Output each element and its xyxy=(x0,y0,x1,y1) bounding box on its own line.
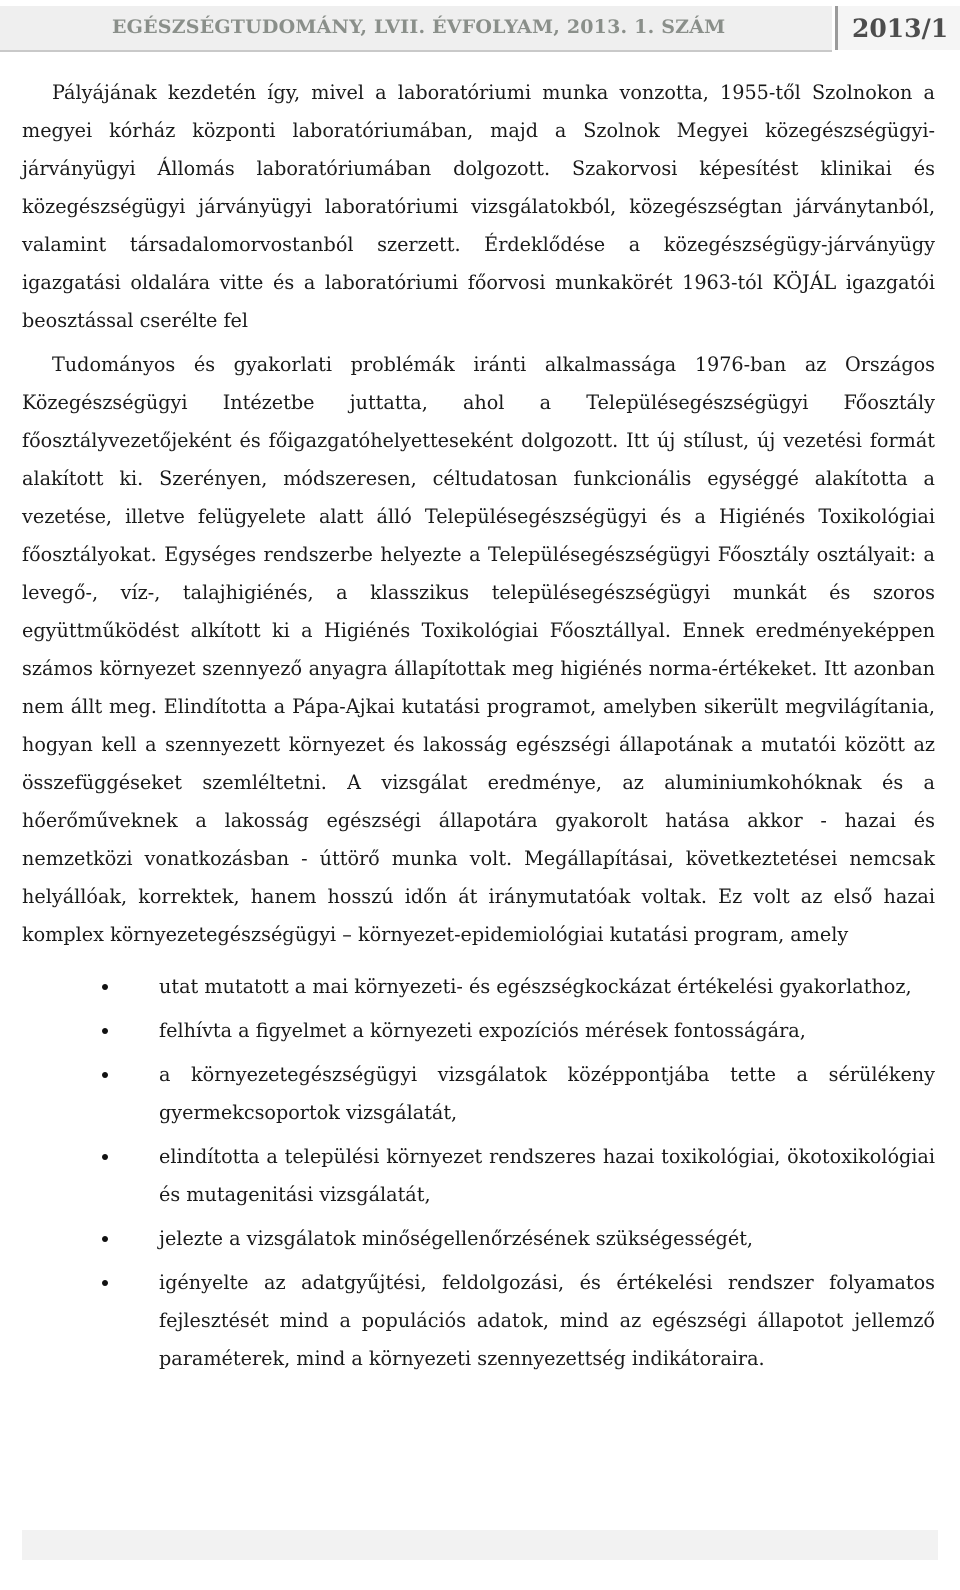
list-item xyxy=(22,1264,935,1378)
journal-title: EGÉSZSÉGTUDOMÁNY, LVII. ÉVFOLYAM, 2013. 1. SZÁM xyxy=(112,16,726,38)
bullet-icon xyxy=(102,1154,108,1160)
bullet-icon xyxy=(102,1072,108,1078)
bullet-icon xyxy=(102,1280,108,1286)
list-item-text: utat mutatott a mai környezeti- és egészségkockázat értékelési gyakorlathoz, xyxy=(159,975,912,998)
article-body xyxy=(22,74,935,1384)
list-item xyxy=(22,1220,935,1258)
list-item-text: elindította a települési környezet rendszeres hazai toxikológiai, ökotoxikológiai és mutagenitási vizsgálatát, xyxy=(159,1145,935,1206)
page-header xyxy=(0,0,960,56)
program-achievements-list xyxy=(22,968,935,1378)
list-item xyxy=(22,1138,935,1214)
paragraph-career-start: Pályájának kezdetén így, mivel a laboratóriumi munka vonzotta, 1955-től Szolnokon a megyei kórház központi laboratóriumában, majd a Szolnok Megyei közegészségügyi-járványügyi Állomás laboratóriumában dolgozott. Szakorvosi képesítést klinikai és közegészségügyi járványügyi laboratóriumi vizsgálatokból, közegészségtan járványtanból, valamint társadalomorvostanból szerzett. Érdeklődése a közegészségügy-járványügy igazgatási oldalára vitte és a laboratóriumi főorvosi munkakörét 1963-tól KÖJÁL igazgatói beosztással cserélte fel xyxy=(22,81,935,332)
paragraph-national-institute: Tudományos és gyakorlati problémák iránti alkalmassága 1976-ban az Országos Közegészségügyi Intézetbe juttatta, ahol a Településegészségügyi Főosztály főosztályvezetőjeként és főigazgatóhelyetteseként dolgozott. Itt új stílust, új vezetési formát alakított ki. Szerényen, módszeresen, céltudatosan funkcionális egységgé alakította a vezetése, illetve felügyelete alatt álló Településegészségügyi és a Higiénés Toxikológiai főosztályokat. Egységes rendszerbe helyezte a Településegészségügyi Főosztály osztályait: a levegő-, víz-, talajhigiénés, a klasszikus településegészségügyi munkát és szoros együttműködést alkított ki a Higiénés Toxikológiai Főosztállyal. Ennek eredményeképpen számos környezet szennyező anyagra állapítottak meg higiénés norma-értékeket. Itt azonban nem állt meg. Elindította a Pápa-Ajkai kutatási programot, amelyben sikerült megvilágítania, hogyan kell a szennyezett környezet és lakosság egészségi állapotának a mutatói között az összefüggéseket szemléltetni. A vizsgálat eredménye, az aluminiumkohóknak és a hőerőműveknek a lakosság egészségi állapotára gyakorolt hatása akkor - hazai és nemzetközi vonatkozásban - úttörő munka volt. Megállapításai, következtetései nemcsak helyállóak, korrektek, hanem hosszú időn át iránymutatóak voltak. Ez volt az első hazai komplex környezetegészségügyi – környezet-epidemiológiai kutatási program, amely xyxy=(22,353,935,946)
list-item-text: felhívta a figyelmet a környezeti expozíciós mérések fontosságára, xyxy=(159,1019,806,1042)
list-item-text: jelezte a vizsgálatok minőségellenőrzésének szükségességét, xyxy=(159,1227,753,1250)
journal-title-bar xyxy=(0,6,832,52)
list-item-text: a környezetegészségügyi vizsgálatok középpontjába tette a sérülékeny gyermekcsoportok vizsgálatát, xyxy=(159,1063,935,1124)
page-footer-bar xyxy=(22,1530,938,1560)
list-item-text: igényelte az adatgyűjtési, feldolgozási, és értékelési rendszer folyamatos fejlesztését mind a populációs adatok, mind az egészségi állapotot jellemző paraméterek, mind a környezeti szennyezettség indikátoraira. xyxy=(159,1271,935,1370)
list-item xyxy=(22,1056,935,1132)
bullet-icon xyxy=(102,1236,108,1242)
list-item xyxy=(22,1012,935,1050)
bullet-icon xyxy=(102,1028,108,1034)
issue-box xyxy=(835,6,960,50)
issue-number: 2013/1 xyxy=(852,14,949,43)
list-item xyxy=(22,968,935,1006)
bullet-icon xyxy=(102,984,108,990)
